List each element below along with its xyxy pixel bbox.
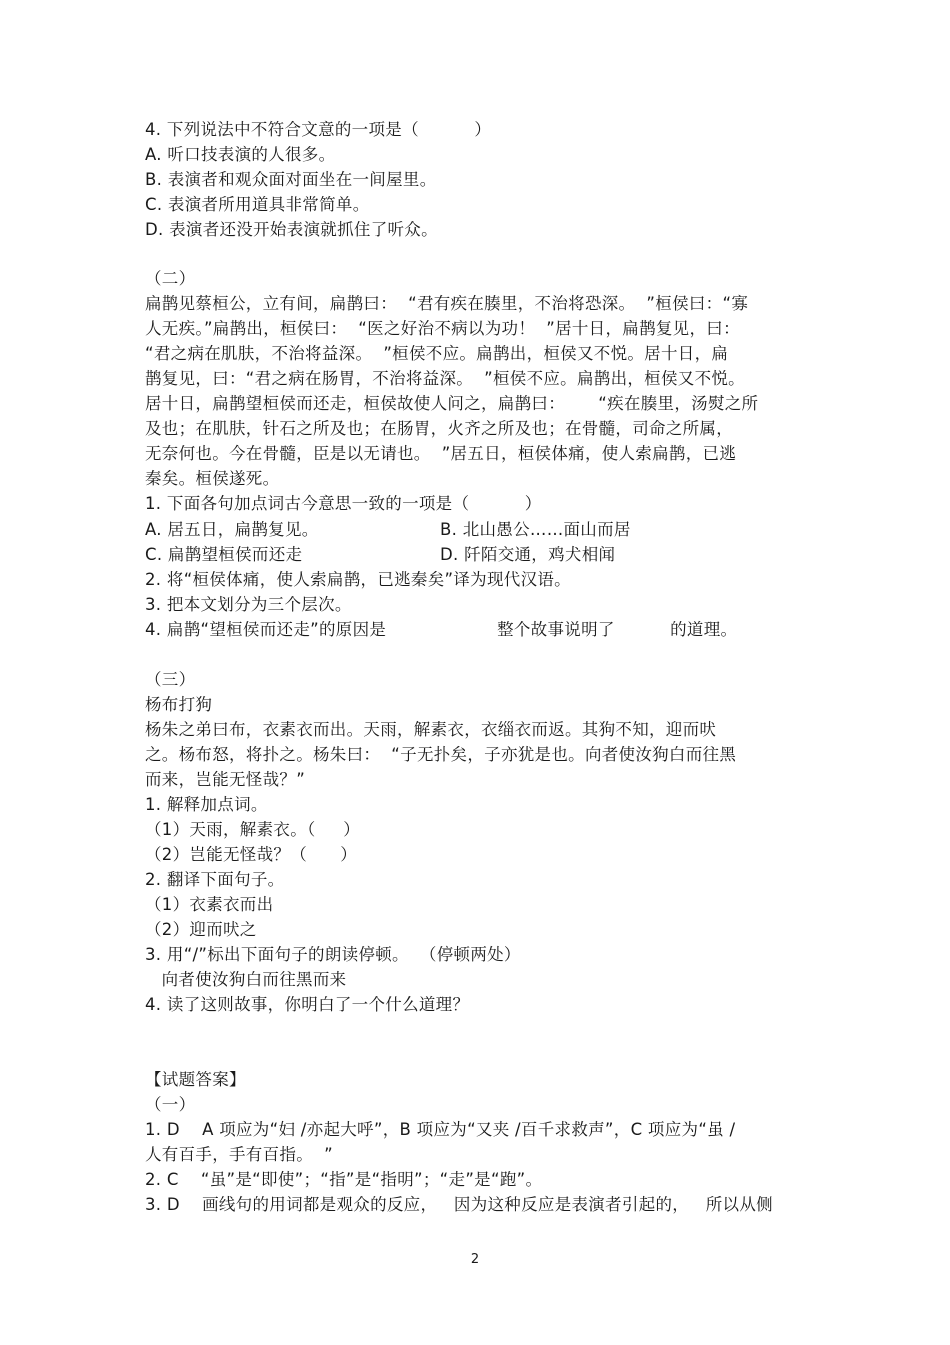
q4-option-c: C. 表演者所用道具非常简单。	[145, 195, 370, 214]
section3-heading: （三）	[145, 670, 196, 689]
answers-subheading: （一）	[145, 1095, 196, 1114]
section3-q3: 3. 用“/”标出下面句子的朗读停顿。 （停顿两处）	[145, 945, 521, 964]
section3-passage-line: 杨朱之弟曰布，衣素衣而出。天雨，解素衣，衣缁衣而返。其狗不知，迎而吠	[145, 720, 717, 739]
answer-item: 2. C “虽”是“即使”；“指”是“指明”；“走”是“跑”。	[145, 1170, 543, 1189]
section3-q2-item: （2）迎而吠之	[145, 920, 257, 939]
section2-passage-line: 居十日，扁鹊望桓侯而还走，桓侯故使人问之，扁鹊曰： “疾在腠里，汤熨之所	[145, 394, 759, 413]
page-number: 2	[470, 1252, 480, 1267]
section2-heading: （二）	[145, 269, 196, 288]
answer-item: 3. D 画线句的用词都是观众的反应， 因为这种反应是表演者引起的， 所以从侧	[145, 1195, 773, 1214]
section2-q1-option-c: C. 扁鹊望桓侯而还走	[145, 545, 303, 564]
q4-option-b: B. 表演者和观众面对面坐在一间屋里。	[145, 170, 437, 189]
answer-item: 人有百手，手有百指。 ”	[145, 1145, 333, 1164]
section3-passage-line: 之。杨布怒，将扑之。杨朱曰： “子无扑矣，子亦犹是也。向者使汝狗白而往黑	[145, 745, 737, 764]
section3-q2-item: （1）衣素衣而出	[145, 895, 274, 914]
section2-passage-line: 人无疾。”扁鹊出，桓侯曰： “医之好治不病以为功！ ”居十日，扁鹊复见，曰：	[145, 319, 740, 338]
section2-passage-line: 扁鹊见蔡桓公，立有间，扁鹊曰： “君有疾在腠里，不治将恐深。 ”桓侯曰：“寡	[145, 294, 749, 313]
section2-q1-option-d: D. 阡陌交通，鸡犬相闻	[440, 545, 616, 564]
section2-q2: 2. 将“桓侯体痛，使人索扁鹊，已逃秦矣”译为现代汉语。	[145, 570, 571, 589]
section3-q3-sentence: 向者使汝狗白而往黑而来	[145, 970, 347, 989]
section3-passage-line: 而来，岂能无怪哉？”	[145, 770, 306, 789]
section3-q2: 2. 翻译下面句子。	[145, 870, 285, 889]
section2-q1-option-b: B. 北山愚公……面山而居	[440, 520, 631, 539]
section3-q1-item: （1）天雨，解素衣。（ ）	[145, 820, 361, 839]
section2-passage-line: “君之病在肌肤，不治将益深。 ”桓侯不应。扁鹊出，桓侯又不悦。居十日，扁	[145, 344, 729, 363]
section3-title: 杨布打狗	[145, 695, 213, 714]
section3-q4: 4. 读了这则故事，你明白了一个什么道理？	[145, 995, 470, 1014]
section2-passage-line: 无奈何也。今在骨髓，臣是以无请也。 ”居五日，桓侯体痛，使人索扁鹊，已逃	[145, 444, 737, 463]
section2-passage-line: 及也；在肌肤，针石之所及也；在肠胃，火齐之所及也；在骨髓，司命之所属，	[145, 419, 733, 438]
section2-q4: 4. 扁鹊“望桓侯而还走”的原因是 整个故事说明了 的道理。	[145, 620, 738, 639]
section2-q1: 1. 下面各句加点词古今意思一致的一项是（ ）	[145, 494, 542, 513]
section2-passage-line: 秦矣。桓侯遂死。	[145, 469, 280, 488]
answer-item: 1. D A 项应为“妇 /亦起大呼”，B 项应为“又夹 /百千求救声”，C 项应为“虽 /	[145, 1120, 736, 1139]
q4-option-d: D. 表演者还没开始表演就抓住了听众。	[145, 220, 438, 239]
q4-question: 4. 下列说法中不符合文意的一项是（ ）	[145, 120, 492, 139]
section2-q3: 3. 把本文划分为三个层次。	[145, 595, 352, 614]
answers-heading: 【试题答案】	[145, 1070, 246, 1089]
section3-q1-item: （2）岂能无怪哉？（ ）	[145, 845, 358, 864]
section2-passage-line: 鹊复见，曰：“君之病在肠胃，不治将益深。 ”桓侯不应。扁鹊出，桓侯又不悦。	[145, 369, 745, 388]
section2-q1-option-a: A. 居五日，扁鹊复见。	[145, 520, 319, 539]
section3-q1: 1. 解释加点词。	[145, 795, 268, 814]
q4-option-a: A. 听口技表演的人很多。	[145, 145, 336, 164]
